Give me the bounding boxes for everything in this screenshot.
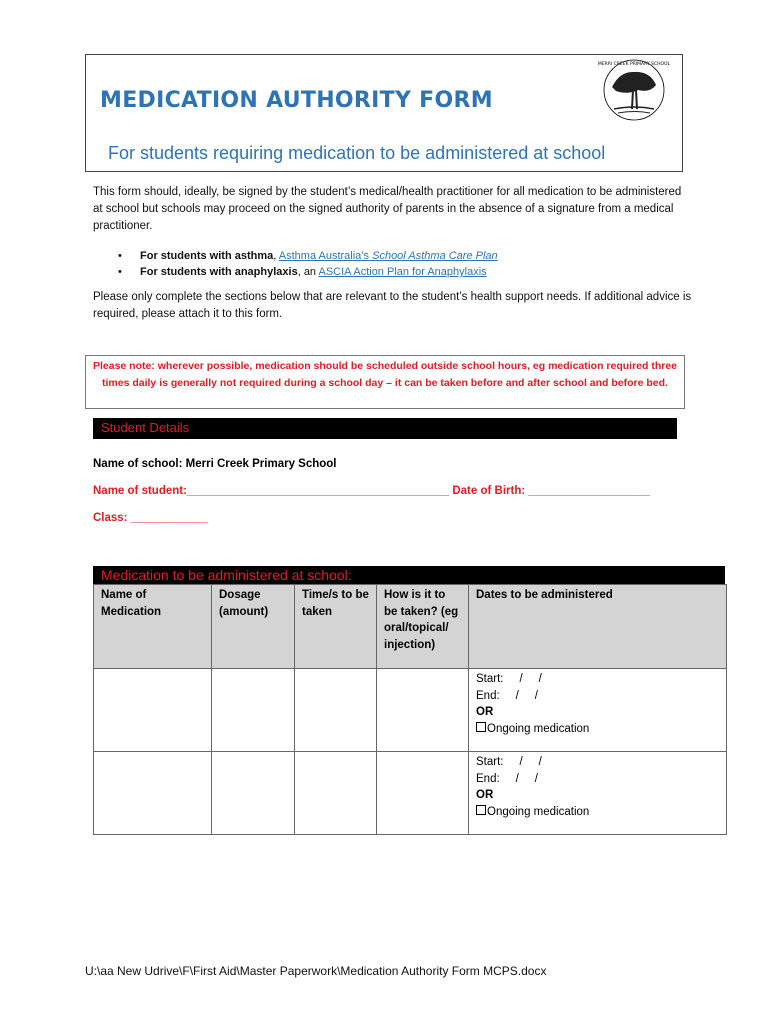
form-title: MEDICATION AUTHORITY FORM <box>100 88 493 113</box>
medication-name-cell[interactable] <box>94 752 212 835</box>
class-line <box>93 512 207 524</box>
footer-file-path: U:\aa New Udrive\F\First Aid\Master Paperwork\Medication Authority Form MCPS.docx <box>85 964 547 978</box>
end-date[interactable]: End: / / <box>476 689 538 702</box>
bullet-asthma <box>118 248 498 265</box>
bullet-sep: , <box>273 250 279 262</box>
ascia-plan-link[interactable]: ASCIA Action Plan for Anaphylaxis <box>318 266 487 278</box>
bullet-dot: • <box>118 266 122 278</box>
student-name-line <box>93 485 650 497</box>
logo-text: MERRI CREEK PRIMARY SCHOOL <box>598 62 670 67</box>
school-name-line: Name of school: Merri Creek Primary School <box>93 458 337 470</box>
col-medication-name: Name of Medication <box>94 585 212 669</box>
col-dosage: Dosage (amount) <box>212 585 295 669</box>
bullet-sep: , an <box>297 266 319 278</box>
times-cell[interactable] <box>295 669 377 752</box>
ongoing-option[interactable] <box>476 721 719 738</box>
link-plain: Asthma Australia’s <box>278 250 373 262</box>
link-italic: School Asthma Care Plan <box>372 250 498 262</box>
table-header-row <box>94 585 727 669</box>
dates-cell[interactable] <box>469 752 727 835</box>
student-name-label: Name of student: <box>93 485 187 497</box>
ongoing-option[interactable] <box>476 804 719 821</box>
bullet-bold: For students with asthma <box>140 250 274 262</box>
school-logo <box>598 57 670 123</box>
ongoing-label: Ongoing medication <box>487 722 590 735</box>
bullet-dot: • <box>118 250 122 262</box>
bullet-bold: For students with anaphylaxis <box>140 266 298 278</box>
or-label: OR <box>476 789 494 801</box>
dates-cell[interactable] <box>469 669 727 752</box>
student-name-field[interactable]: _________________________________________ <box>186 485 450 497</box>
student-details-heading: Student Details <box>101 420 190 435</box>
col-how-taken: How is it to be taken? (eg oral/topical/ injection) <box>377 585 469 669</box>
end-date[interactable]: End: / / <box>476 772 538 785</box>
ongoing-checkbox[interactable] <box>476 805 486 815</box>
how-taken-cell[interactable] <box>377 752 469 835</box>
dosage-cell[interactable] <box>212 752 295 835</box>
medication-heading: Medication to be administered at school: <box>101 567 352 583</box>
ongoing-checkbox[interactable] <box>476 722 486 732</box>
start-date[interactable]: Start: / / <box>476 673 542 685</box>
medication-table <box>93 584 727 835</box>
dob-label: Date of Birth: <box>449 485 526 497</box>
table-row <box>94 669 727 752</box>
bullet-anaphylaxis <box>118 264 487 281</box>
or-label: OR <box>476 706 494 718</box>
table-row <box>94 752 727 835</box>
ongoing-label: Ongoing medication <box>487 805 590 818</box>
class-label: Class: <box>93 512 128 524</box>
dosage-cell[interactable] <box>212 669 295 752</box>
asthma-plan-link[interactable] <box>279 250 498 262</box>
form-subtitle: For students requiring medication to be administered at school <box>108 143 606 163</box>
col-times: Time/s to be taken <box>295 585 377 669</box>
medication-name-cell[interactable] <box>94 669 212 752</box>
col-dates: Dates to be administered <box>469 585 727 669</box>
start-date[interactable]: Start: / / <box>476 756 542 768</box>
class-field[interactable]: ____________ <box>127 512 208 524</box>
how-taken-cell[interactable] <box>377 669 469 752</box>
times-cell[interactable] <box>295 752 377 835</box>
dob-field[interactable]: ___________________ <box>525 485 650 497</box>
advice-paragraph: Please only complete the sections below that are relevant to the student’s health support needs. If additional advice is required, please attach it to this form. <box>93 291 692 320</box>
intro-paragraph: This form should, ideally, be signed by the student’s medical/health practitioner for all medication to be administered at school but schools may proceed on the signed authority of parents in the absence of a signature from a medical practitioner. <box>93 186 682 232</box>
note-text: Please note: wherever possible, medication should be scheduled outside school hours, eg medication required three times daily is generally not required during a school day – it can be taken before and after school and before bed. <box>92 360 678 389</box>
